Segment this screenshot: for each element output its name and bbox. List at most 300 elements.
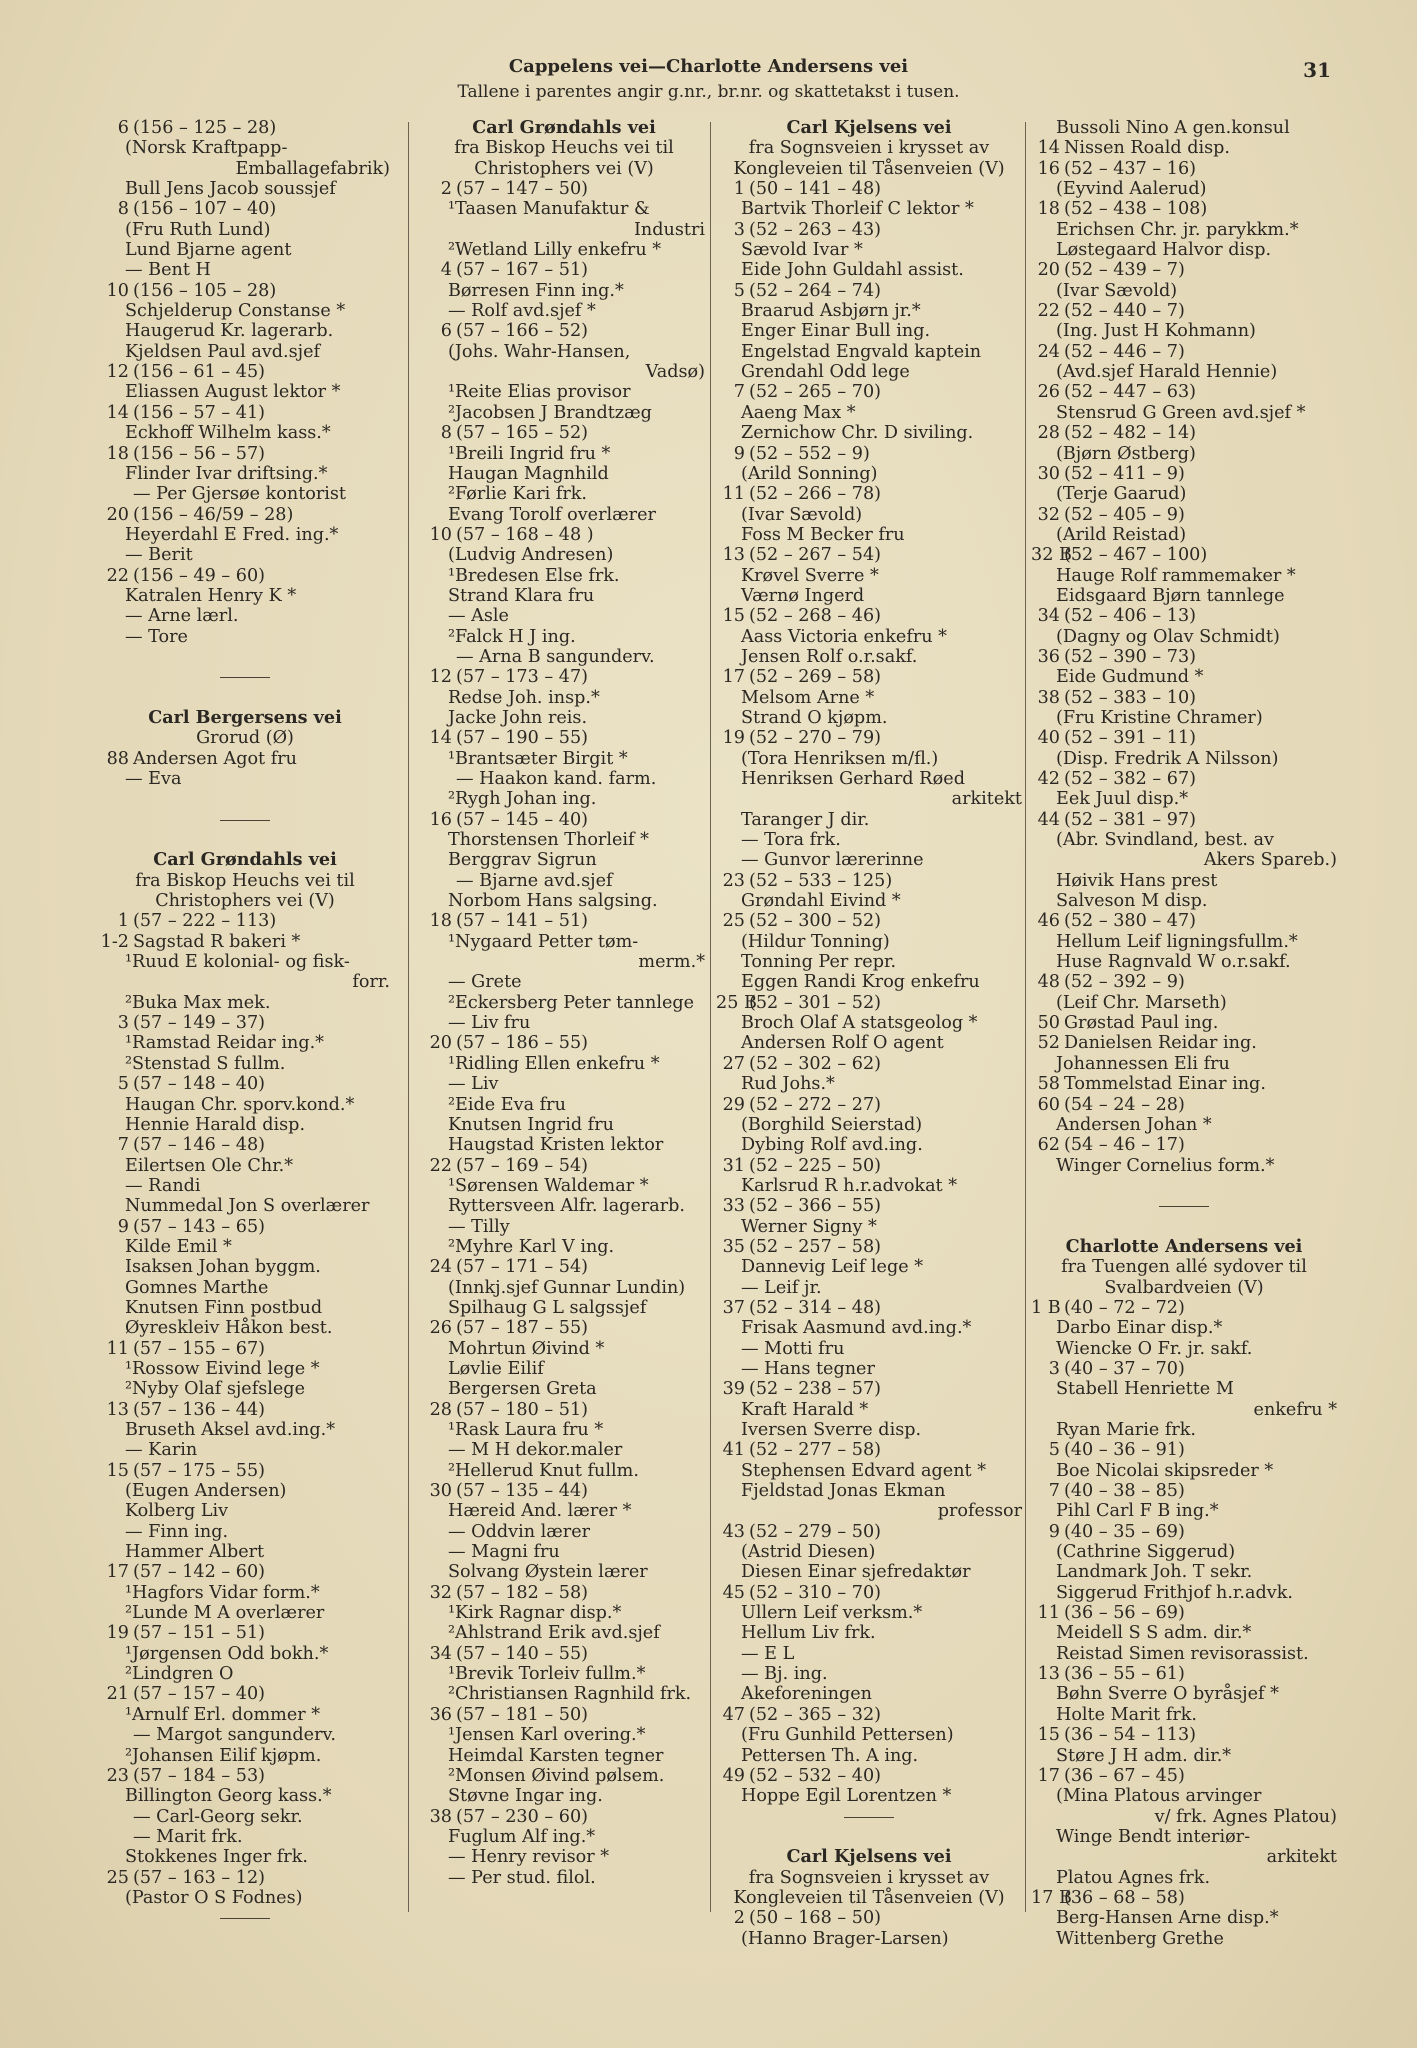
resident-entry: ¹Ridling Ellen enkefru *: [448, 1053, 660, 1074]
house-details: (57 – 167 – 51): [456, 260, 589, 281]
house-entry: [716, 1054, 1022, 1074]
house-number: 30: [429, 1481, 452, 1502]
page-subtitle: Tallene i parentes angir g.nr., br.nr. og skattetakst i tusen.: [457, 82, 960, 102]
house-entry: [100, 505, 390, 525]
resident-entry: Fjeldstad Jonas Ekman: [741, 1481, 946, 1502]
resident-entry: Siggerud Frithjof h.r.advk.: [1056, 1582, 1293, 1603]
resident-entry: (Fru Kristine Chramer): [1056, 707, 1263, 728]
house-details: (52 – 381 – 97): [1064, 809, 1197, 830]
resident-entry: — E L: [741, 1643, 795, 1664]
house-entry: [716, 606, 1022, 626]
house-entry: [1031, 199, 1337, 219]
street-heading: Carl Grøndahls vei: [472, 117, 656, 138]
house-number: 6: [440, 321, 452, 342]
resident-entry: — Karin: [125, 1440, 198, 1461]
resident-entry: (Abr. Svindland, best. av: [1056, 830, 1274, 851]
house-number: 14: [429, 728, 452, 749]
resident-entry: Stephensen Edvard agent *: [741, 1460, 986, 1481]
house-details: (40 – 37 – 70): [1064, 1358, 1185, 1379]
house-entry: [1031, 1766, 1337, 1786]
resident-entry: Stabell Henriette M: [1056, 1379, 1234, 1400]
house-entry: [716, 1766, 1022, 1786]
resident-entry: Kolberg Liv: [125, 1501, 229, 1522]
resident-entry: Hammer Albert: [125, 1542, 265, 1563]
resident-entry: — Tilly: [448, 1216, 510, 1237]
resident-entry: (Astrid Diesen): [741, 1542, 876, 1563]
column-rule: [408, 122, 409, 1912]
resident-entry: — Magni fru: [448, 1542, 560, 1563]
house-entry: [716, 484, 1022, 504]
resident-entry: Rud Johs.*: [741, 1074, 835, 1095]
house-number: 45: [722, 1582, 745, 1603]
house-entry: [1031, 1013, 1337, 1033]
house-number: 1: [117, 911, 129, 932]
house-number: 15: [1037, 1725, 1060, 1746]
house-details: Tommelstad Einar ing.: [1064, 1074, 1266, 1095]
resident-entry: — Marit frk.: [133, 1826, 243, 1847]
house-entry: [1031, 1440, 1337, 1460]
house-number: 50: [1037, 1013, 1060, 1034]
street-description: fra Sognsveien i krysset av: [748, 138, 990, 159]
house-entry: [716, 911, 1022, 931]
house-number: 5: [117, 1074, 129, 1095]
resident-entry: ²Nyby Olaf sjefslege: [125, 1379, 305, 1400]
house-number: 11: [106, 1338, 129, 1359]
resident-entry: Johannessen Eli fru: [1056, 1053, 1230, 1074]
house-entry: [100, 444, 390, 464]
resident-entry: — Arna B sangunderv.: [456, 646, 655, 667]
house-details: (52 – 310 – 70): [749, 1582, 882, 1603]
house-entry: [716, 220, 1022, 240]
house-entry: [1031, 606, 1337, 626]
house-entry: [100, 566, 390, 586]
house-number: 9: [1048, 1521, 1060, 1542]
house-details: (156 – 61 – 45): [133, 362, 266, 383]
resident-entry: Haugan Magnhild: [448, 463, 609, 484]
street-description: Svalbardveien (V): [1104, 1277, 1264, 1298]
house-entry: [1031, 1603, 1337, 1623]
house-number: 25 B: [716, 992, 757, 1013]
house-number: 47: [722, 1704, 745, 1725]
house-details: (57 – 143 – 65): [133, 1216, 266, 1237]
house-details: (52 – 440 – 7): [1064, 301, 1185, 322]
resident-entry: Holte Marit frk.: [1056, 1704, 1198, 1725]
resident-entry: — Leif jr.: [741, 1277, 822, 1298]
house-number: 9: [733, 443, 745, 464]
resident-entry: Platou Agnes frk.: [1056, 1867, 1211, 1888]
house-entry: [1031, 1074, 1337, 1094]
resident-entry: ¹Breili Ingrid fru *: [448, 443, 611, 464]
spacer: [1031, 1217, 1337, 1237]
resident-entry: — Liv fru: [448, 1013, 531, 1034]
house-number: 26: [1037, 382, 1060, 403]
resident-entry: Jensen Rolf o.r.sakf.: [741, 646, 918, 667]
street-description: fra Biskop Heuchs vei til: [135, 870, 355, 891]
resident-entry: Frisak Aasmund avd.ing.*: [741, 1318, 972, 1339]
resident-entry: — Liv: [448, 1074, 499, 1095]
house-details: Nissen Roald disp.: [1064, 138, 1230, 159]
column-2: [423, 118, 705, 1888]
house-details: (52 – 439 – 7): [1064, 260, 1185, 281]
house-number: 21: [106, 1684, 129, 1705]
house-number: 5: [733, 280, 745, 301]
house-number: 13: [1037, 1664, 1060, 1685]
house-number: 34: [1037, 606, 1060, 627]
house-entry: [716, 1196, 1022, 1216]
house-entry: [423, 260, 705, 280]
resident-entry: Dannevig Leif lege *: [741, 1257, 924, 1278]
house-details: (52 – 266 – 78): [749, 484, 882, 505]
resident-entry: Krøvel Sverre *: [741, 565, 879, 586]
resident-entry: Aass Victoria enkefru *: [741, 626, 947, 647]
resident-entry: — Bj. ing.: [741, 1664, 828, 1685]
resident-entry: Eide Gudmund *: [1056, 667, 1204, 688]
resident-entry: (Eugen Andersen): [125, 1481, 287, 1502]
resident-entry: Evang Torolf overlærer: [448, 504, 656, 525]
house-number: 28: [429, 1399, 452, 1420]
house-number: 30: [1037, 463, 1060, 484]
resident-entry: — Berit: [125, 545, 193, 566]
resident-entry: Pettersen Th. A ing.: [741, 1745, 919, 1766]
house-details: (57 – 168 – 48 ): [456, 524, 594, 545]
house-details: (52 – 279 – 50): [749, 1521, 882, 1542]
resident-entry: Eliassen August lektor *: [125, 382, 341, 403]
resident-entry: — Tora frk.: [741, 830, 841, 851]
house-number: 9: [117, 1216, 129, 1237]
house-number: 28: [1037, 423, 1060, 444]
house-details: Sagstad R bakeri *: [133, 931, 301, 952]
house-number: 18: [429, 911, 452, 932]
resident-entry: (Ivar Sævold): [1056, 280, 1178, 301]
house-details: (57 – 169 – 54): [456, 1155, 589, 1176]
resident-entry: ²Wetland Lilly enkefru *: [448, 240, 662, 261]
house-entry: [1031, 1522, 1337, 1542]
resident-entry: Meidell S S adm. dir.*: [1056, 1623, 1252, 1644]
house-details: (52 – 272 – 27): [749, 1094, 882, 1115]
house-details: (57 – 165 – 52): [456, 423, 589, 444]
house-number: 32: [1037, 504, 1060, 525]
house-number: 5: [1048, 1440, 1060, 1461]
resident-entry: ²Ahlstrand Erik avd.sjef: [448, 1623, 660, 1644]
house-details: (57 – 163 – 12): [133, 1867, 266, 1888]
house-details: (156 – 56 – 57): [133, 443, 266, 464]
house-entry: [423, 911, 705, 931]
resident-entry: Diesen Einar sjefredaktør: [741, 1562, 971, 1583]
house-details: (36 – 55 – 61): [1064, 1664, 1185, 1685]
house-entry: [100, 1461, 390, 1481]
street-description: Christophers vei (V): [474, 158, 654, 179]
resident-entry: Bruseth Aksel avd.ing.*: [125, 1420, 336, 1440]
house-details: (57 – 181 – 50): [456, 1704, 589, 1725]
house-entry: [1031, 1033, 1337, 1053]
resident-entry: ¹Kirk Ragnar disp.*: [448, 1603, 622, 1624]
resident-entry: Støvne Ingar ing.: [448, 1786, 603, 1807]
house-number: 58: [1037, 1074, 1060, 1095]
house-details: (52 – 257 – 58): [749, 1236, 882, 1257]
house-details: (57 – 136 – 44): [133, 1399, 266, 1420]
resident-entry: Winger Cornelius form.*: [1056, 1155, 1275, 1176]
house-entry: [1031, 1135, 1337, 1155]
house-entry: [100, 1684, 390, 1704]
entry-continuation: arkitekt: [951, 789, 1022, 810]
resident-entry: (Dagny og Olav Schmidt): [1056, 626, 1280, 647]
resident-entry: (Tora Henriksen m/fl.): [741, 748, 939, 769]
resident-entry: Werner Signy *: [741, 1216, 877, 1237]
resident-entry: Katralen Henry K *: [125, 585, 297, 606]
column-3: [716, 118, 1022, 1949]
entry-continuation: forr.: [352, 972, 390, 993]
house-details: (156 – 46/59 – 28): [133, 504, 294, 525]
house-details: (52 – 238 – 57): [749, 1379, 882, 1400]
resident-entry: ¹Bredesen Else frk.: [448, 565, 620, 586]
resident-entry: ¹Brevik Torleiv fullm.*: [448, 1664, 646, 1685]
resident-entry: Stensrud G Green avd.sjef *: [1056, 402, 1306, 423]
house-number: 7: [733, 382, 745, 403]
house-number: 38: [1037, 687, 1060, 708]
house-entry: [716, 281, 1022, 301]
house-number: 38: [429, 1806, 452, 1827]
resident-entry: — Tore: [125, 626, 188, 647]
house-number: 17: [1037, 1765, 1060, 1786]
resident-entry: ²Jacobsen J Brandtzæg: [448, 402, 652, 423]
resident-entry: Andersen Rolf O agent: [741, 1033, 944, 1054]
house-number: 16: [429, 809, 452, 830]
house-entry: [1031, 810, 1337, 830]
house-number: 3: [117, 1013, 129, 1034]
resident-entry: (Arild Reistad): [1056, 524, 1187, 545]
house-entry: [423, 1400, 705, 1420]
house-entry: [423, 667, 705, 687]
entry-continuation: Emballagefabrik): [235, 158, 390, 179]
resident-entry: Schjelderup Constanse *: [125, 301, 346, 322]
resident-entry: Strand Klara fru: [448, 585, 595, 606]
house-entry: [716, 1095, 1022, 1115]
house-entry: [423, 1481, 705, 1501]
resident-entry: ²Eckersberg Peter tannlege: [448, 992, 695, 1013]
house-number: 12: [429, 667, 452, 688]
house-number: 44: [1037, 809, 1060, 830]
house-number: 41: [722, 1440, 745, 1461]
house-details: (156 – 57 – 41): [133, 402, 266, 423]
spacer: [100, 688, 390, 708]
resident-entry: Hæreid And. lærer *: [448, 1501, 632, 1522]
house-details: (54 – 46 – 17): [1064, 1135, 1185, 1156]
house-details: (52 – 302 – 62): [749, 1053, 882, 1074]
resident-entry: Bussoli Nino A gen.konsul: [1056, 118, 1290, 138]
house-details: Danielsen Reidar ing.: [1064, 1033, 1257, 1054]
resident-entry: Broch Olaf A statsgeolog *: [741, 1013, 978, 1034]
resident-entry: Bull Jens Jacob soussjef: [125, 179, 336, 200]
house-entry: [100, 403, 390, 423]
house-details: (57 – 230 – 60): [456, 1806, 589, 1827]
house-details: (57 – 148 – 40): [133, 1074, 266, 1095]
entry-continuation: merm.*: [638, 952, 705, 973]
house-number: 20: [106, 504, 129, 525]
house-number: 10: [106, 280, 129, 301]
house-number: 88: [106, 748, 129, 769]
house-details: (52 – 314 – 48): [749, 1297, 882, 1318]
house-entry: [1031, 260, 1337, 280]
resident-entry: ²Monsen Øivind pølsem.: [448, 1765, 665, 1786]
house-entry: [100, 911, 390, 931]
house-entry: [716, 179, 1022, 199]
resident-entry: ¹Hagfors Vidar form.*: [125, 1582, 320, 1603]
house-number: 1-2: [100, 931, 129, 952]
resident-entry: Ryan Marie frk.: [1056, 1420, 1197, 1440]
resident-entry: Eckhoff Wilhelm kass.*: [125, 423, 331, 444]
house-number: 46: [1037, 911, 1060, 932]
section-divider: [716, 1807, 1022, 1827]
house-entry: [1031, 464, 1337, 484]
house-entry: [1031, 382, 1337, 402]
resident-entry: (Eyvind Aalerud): [1056, 179, 1207, 200]
house-details: (50 – 141 – 48): [749, 179, 882, 200]
house-entry: [716, 1908, 1022, 1928]
house-number: 24: [1037, 341, 1060, 362]
resident-entry: — Haakon kand. farm.: [456, 769, 657, 789]
resident-entry: ²Falck H J ing.: [448, 626, 576, 647]
resident-entry: Øyreskleiv Håkon best.: [125, 1318, 333, 1339]
house-entry: [100, 1339, 390, 1359]
house-details: (57 – 141 – 51): [456, 911, 589, 932]
house-number: 34: [429, 1643, 452, 1664]
house-details: (57 – 140 – 55): [456, 1643, 589, 1664]
house-entry: [716, 1298, 1022, 1318]
house-details: (57 – 142 – 60): [133, 1562, 266, 1583]
house-details: (52 – 270 – 79): [749, 728, 882, 749]
resident-entry: ¹Ruud E kolonial- og fisk-: [125, 952, 350, 973]
house-number: 36: [1037, 646, 1060, 667]
house-details: (52 – 446 – 7): [1064, 341, 1185, 362]
spacer: [1031, 1176, 1337, 1196]
resident-entry: — Gunvor lærerinne: [741, 850, 924, 871]
house-entry: [100, 1623, 390, 1643]
house-details: Grøstad Paul ing.: [1064, 1013, 1219, 1034]
house-number: 22: [1037, 301, 1060, 322]
house-number: 7: [117, 1135, 129, 1156]
resident-entry: Børresen Finn ing.*: [448, 280, 624, 301]
house-number: 6: [117, 118, 129, 138]
house-details: (57 – 173 – 47): [456, 667, 589, 688]
house-entry: [423, 1318, 705, 1338]
house-entry: [1031, 423, 1337, 443]
resident-entry: Boe Nicolai skipsreder *: [1056, 1460, 1274, 1481]
house-details: (52 – 392 – 9): [1064, 972, 1185, 993]
house-entry: [716, 1237, 1022, 1257]
house-details: (52 – 366 – 55): [749, 1196, 882, 1217]
house-details: (40 – 72 – 72): [1064, 1297, 1185, 1318]
section-divider: [1031, 1196, 1337, 1216]
resident-entry: — Randi: [125, 1175, 201, 1196]
house-entry: [1031, 1298, 1337, 1318]
street-description: Grorud (Ø): [196, 728, 294, 749]
house-number: 17: [722, 667, 745, 688]
house-details: (52 – 437 – 16): [1064, 158, 1197, 179]
resident-entry: Isaksen Johan byggm.: [125, 1257, 321, 1278]
street-heading: Carl Kjelsens vei: [786, 1846, 952, 1868]
spacer: [716, 1827, 1022, 1847]
resident-entry: — Bjarne avd.sjef: [456, 870, 613, 891]
resident-entry: Flinder Ivar driftsing.*: [125, 463, 328, 484]
entry-continuation: Industri: [633, 219, 705, 240]
house-entry: [1031, 911, 1337, 931]
house-entry: [100, 1766, 390, 1786]
resident-entry: Andersen Johan *: [1056, 1114, 1212, 1135]
resident-entry: Darbo Einar disp.*: [1056, 1318, 1223, 1339]
resident-entry: ²Eide Eva fru: [448, 1094, 566, 1115]
resident-entry: (Bjørn Østberg): [1056, 443, 1196, 464]
house-entry: [423, 1807, 705, 1827]
resident-entry: (Hildur Tonning): [741, 931, 890, 952]
house-number: 31: [722, 1155, 745, 1176]
house-number: 40: [1037, 728, 1060, 749]
resident-entry: Solvang Øystein lærer: [448, 1562, 648, 1583]
house-entry: [100, 1400, 390, 1420]
house-details: (57 – 146 – 48): [133, 1135, 266, 1156]
house-entry: [100, 362, 390, 382]
resident-entry: Tonning Per repr.: [741, 952, 897, 973]
page-title: Cappelens vei—Charlotte Andersens vei: [508, 56, 909, 77]
house-number: 14: [1037, 138, 1060, 159]
resident-entry: Nummedal Jon S overlærer: [125, 1196, 370, 1217]
house-details: (50 – 168 – 50): [749, 1908, 882, 1929]
house-entry: [423, 1705, 705, 1725]
house-entry: [100, 1135, 390, 1155]
resident-entry: Braarud Asbjørn jr.*: [741, 301, 921, 322]
house-details: (52 – 277 – 58): [749, 1440, 882, 1461]
house-details: (57 – 182 – 58): [456, 1582, 589, 1603]
entry-continuation: v/ frk. Agnes Platou): [1154, 1806, 1337, 1827]
house-details: (156 – 105 – 28): [133, 280, 277, 301]
house-entry: [1031, 1095, 1337, 1115]
house-entry: [423, 810, 705, 830]
house-number: 33: [722, 1196, 745, 1217]
resident-entry: Foss M Becker fru: [741, 524, 905, 545]
resident-entry: Eilertsen Ole Chr.*: [125, 1155, 294, 1176]
resident-entry: ¹Taasen Manufaktur &: [448, 199, 650, 220]
resident-entry: Høivik Hans prest: [1056, 870, 1218, 891]
house-details: (57 – 151 – 51): [133, 1623, 266, 1644]
house-number: 60: [1037, 1094, 1060, 1115]
house-number: 22: [106, 565, 129, 586]
resident-entry: Enger Einar Bull ing.: [741, 321, 931, 342]
house-number: 27: [722, 1053, 745, 1074]
resident-entry: Wittenberg Grethe: [1056, 1928, 1224, 1949]
resident-entry: Fuglum Alf ing.*: [448, 1826, 596, 1847]
house-entry: [1031, 972, 1337, 992]
resident-entry: Mohrtun Øivind *: [448, 1338, 605, 1359]
house-number: 24: [429, 1257, 452, 1278]
entry-continuation: Akers Spareb.): [1203, 850, 1337, 871]
resident-entry: ¹Brantsæter Birgit *: [448, 748, 628, 769]
entry-continuation: arkitekt: [1266, 1847, 1337, 1868]
resident-entry: — Arne lærl.: [125, 606, 239, 627]
house-details: (40 – 35 – 69): [1064, 1521, 1185, 1542]
house-number: 23: [722, 870, 745, 891]
house-number: 18: [106, 443, 129, 464]
house-details: (57 – 186 – 55): [456, 1033, 589, 1054]
house-entry: [100, 1217, 390, 1237]
house-number: 25: [106, 1867, 129, 1888]
house-entry: [100, 118, 390, 138]
house-entry: [1031, 301, 1337, 321]
entry-continuation: professor: [937, 1501, 1022, 1522]
house-number: 39: [722, 1379, 745, 1400]
house-number: 15: [106, 1460, 129, 1481]
resident-entry: ²Rygh Johan ing.: [448, 789, 597, 810]
house-details: (40 – 36 – 91): [1064, 1440, 1185, 1461]
house-number: 8: [117, 199, 129, 220]
